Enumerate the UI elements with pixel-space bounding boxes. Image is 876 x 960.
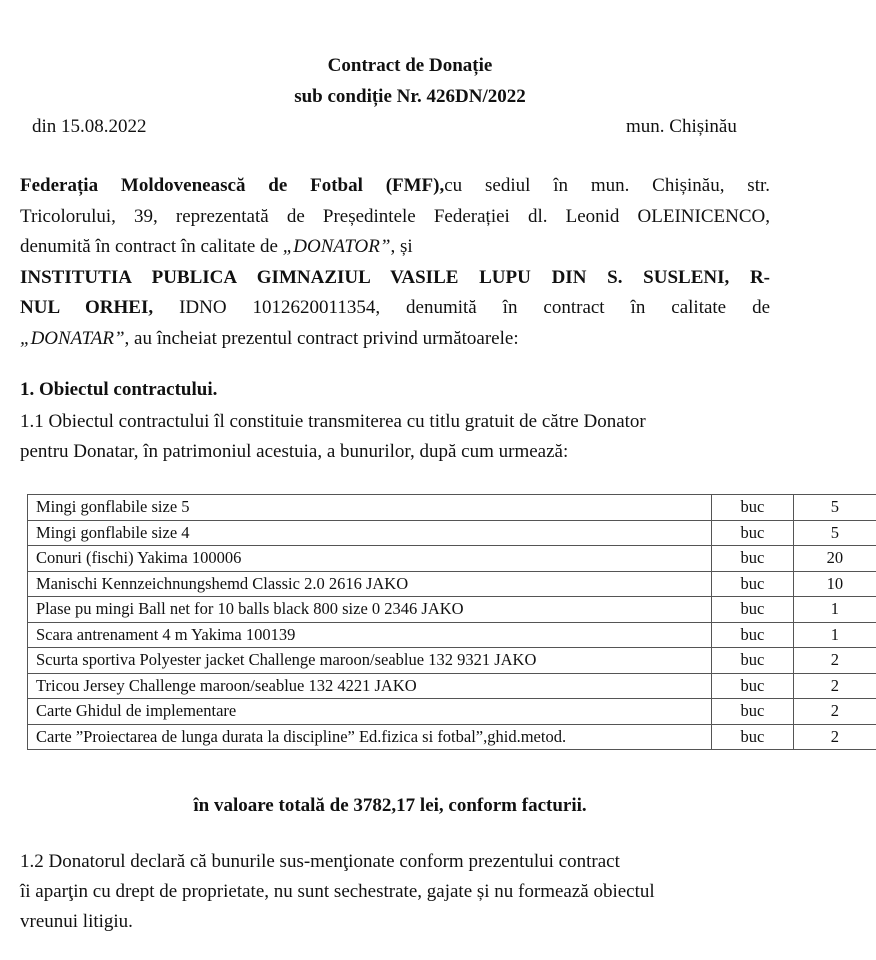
item-unit: buc: [712, 699, 794, 725]
item-name: Conuri (fischi) Yakima 100006: [28, 546, 712, 572]
table-row: [28, 699, 876, 725]
section-1-title: 1. Obiectul contractului.: [20, 379, 218, 400]
parties-line-1: [20, 171, 770, 202]
clause-1-1-line-2: pentru Donatar, în patrimoniul acestuia, a bunurilor, după cum urmează:: [20, 441, 569, 462]
table-row: [28, 724, 876, 750]
parties-paragraph: [20, 171, 770, 354]
contract-city: mun. Chișinău: [626, 116, 737, 137]
parties-line-6: [20, 324, 770, 355]
item-name: Tricou Jersey Challenge maroon/seablue 132 4221 JAKO: [28, 673, 712, 699]
item-quantity: 2: [793, 648, 876, 674]
item-unit: buc: [712, 597, 794, 623]
parties-line-3: [20, 232, 770, 263]
table-row: [28, 571, 876, 597]
contract-date: din 15.08.2022: [32, 116, 147, 137]
donor-role-suffix: , și: [390, 236, 413, 257]
parties-line-2: Tricolorului, 39, reprezentată de Președintele Federației dl. Leonid OLEINICENCO,: [20, 205, 770, 227]
donor-address-start: cu sediul în mun. Chișinău, str.: [444, 175, 770, 196]
table-row: [28, 673, 876, 699]
total-value: în valoare totală de 3782,17 lei, conform facturii.: [193, 795, 587, 816]
item-quantity: 5: [793, 520, 876, 546]
donor-role-prefix: denumită în contract în calitate de: [20, 236, 283, 257]
recipient-name-line-2: NUL ORHEI,: [20, 297, 154, 318]
item-unit: buc: [712, 571, 794, 597]
items-table-body: [28, 495, 876, 750]
item-unit: buc: [712, 724, 794, 750]
clause-1-2: [20, 847, 800, 937]
item-name: Mingi gonflabile size 5: [28, 495, 712, 521]
clause-1-2-line-3: vreunui litigiu.: [20, 911, 133, 932]
table-row: [28, 495, 876, 521]
table-row: [28, 520, 876, 546]
item-quantity: 1: [793, 622, 876, 648]
table-row: [28, 648, 876, 674]
parties-line-5: [20, 293, 770, 324]
donor-name: Federația Moldovenească de Fotbal (FMF),: [20, 175, 445, 196]
clause-1-2-line-1: 1.2 Donatorul declară că bunurile sus-menţionate conform prezentului contract: [20, 851, 620, 872]
recipient-name-line-1: INSTITUTIA PUBLICA GIMNAZIUL VASILE LUPU DIN S. SUSLENI, R-: [20, 266, 770, 288]
item-unit: buc: [712, 520, 794, 546]
item-name: Carte Ghidul de implementare: [28, 699, 712, 725]
clause-1-1: [20, 407, 770, 467]
donor-role: „DONATOR”: [282, 236, 391, 257]
item-quantity: 10: [793, 571, 876, 597]
table-row: [28, 622, 876, 648]
item-name: Plase pu mingi Ball net for 10 balls black 800 size 0 2346 JAKO: [28, 597, 712, 623]
item-name: Scara antrenament 4 m Yakima 100139: [28, 622, 712, 648]
item-quantity: 2: [793, 673, 876, 699]
item-unit: buc: [712, 648, 794, 674]
item-unit: buc: [712, 495, 794, 521]
item-unit: buc: [712, 673, 794, 699]
table-row: [28, 546, 876, 572]
item-quantity: 2: [793, 724, 876, 750]
item-quantity: 5: [793, 495, 876, 521]
item-quantity: 1: [793, 597, 876, 623]
recipient-role: „DONATAR”: [20, 327, 125, 349]
item-name: Mingi gonflabile size 4: [28, 520, 712, 546]
clause-1-1-line-1: 1.1 Obiectul contractului îl constituie transmiterea cu titlu gratuit de către Donator: [20, 411, 646, 432]
item-name: Carte ”Proiectarea de lunga durata la discipline” Ed.fizica si fotbal”,ghid.metod.: [28, 724, 712, 750]
items-table: [27, 494, 876, 750]
recipient-role-suffix: , au încheiat prezentul contract privind următoarele:: [124, 327, 519, 349]
item-unit: buc: [712, 546, 794, 572]
clause-1-2-line-2: îi aparţin cu drept de proprietate, nu sunt sechestrate, gajate și nu formează obiectul: [20, 881, 655, 902]
recipient-idno: IDNO 1012620011354, denumită în contract în calitate de: [153, 297, 770, 318]
document-title: Contract de Donație: [327, 55, 493, 76]
item-name: Manischi Kennzeichnungshemd Classic 2.0 2616 JAKO: [28, 571, 712, 597]
item-quantity: 2: [793, 699, 876, 725]
item-quantity: 20: [793, 546, 876, 572]
item-name: Scurta sportiva Polyester jacket Challenge maroon/seablue 132 9321 JAKO: [28, 648, 712, 674]
document-subtitle: sub condiție Nr. 426DN/2022: [294, 86, 526, 107]
item-unit: buc: [712, 622, 794, 648]
table-row: [28, 597, 876, 623]
